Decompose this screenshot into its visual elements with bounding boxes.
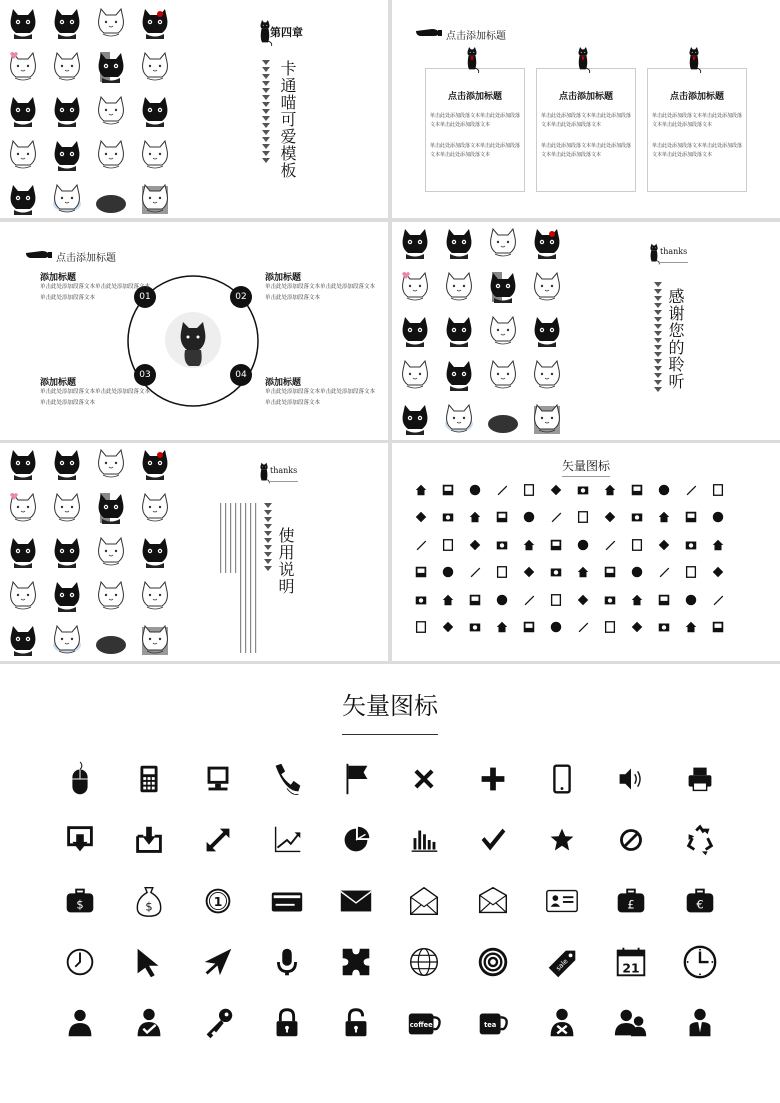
card-title: 点击添加标题 [558, 92, 613, 102]
content-card [647, 68, 747, 192]
divider [342, 734, 438, 735]
number-badge: 02 [230, 286, 252, 308]
thanks-label: thanks [270, 466, 298, 475]
mobile-icon [711, 620, 725, 634]
cat-sticker [6, 447, 40, 481]
slide-chapter-four[interactable] [0, 0, 388, 218]
file-icon [576, 538, 590, 552]
cat-sticker [6, 94, 40, 128]
droplet-icon [414, 510, 428, 524]
cat-sticker [398, 402, 432, 436]
users-icon [612, 1004, 650, 1042]
globe-icon [405, 943, 443, 981]
open-mail-icon [405, 882, 443, 920]
close-icon [405, 760, 443, 798]
file-music-icon [657, 538, 671, 552]
cat-sticker [530, 358, 564, 392]
bell-icon [522, 620, 536, 634]
newspaper-icon [522, 483, 536, 497]
pound-symbol: £ [627, 897, 635, 912]
point-title: 添加标题 [265, 378, 302, 388]
point-text: 单击此处添加段落文本单击此处添加段落文本单击此处添加段落文本 [40, 284, 151, 301]
number-badge: 04 [230, 364, 252, 386]
printer-icon [681, 760, 719, 798]
cat-sticker [486, 402, 520, 436]
content-card [536, 68, 636, 192]
cat-sticker [6, 491, 40, 525]
chevron-divider [262, 60, 270, 165]
cat-sticker [530, 270, 564, 304]
cat-sticker [94, 50, 128, 84]
pointing-hand-icon [416, 27, 442, 38]
euro-symbol: € [695, 897, 704, 912]
cat-sticker [442, 226, 476, 260]
cat-sticker-grid [398, 226, 566, 438]
video-icon [549, 510, 563, 524]
cat-sticker [94, 182, 128, 216]
home-icon [414, 483, 428, 497]
cat-sticker [530, 226, 564, 260]
calendar-day: 21 [622, 961, 640, 976]
cat-sticker [94, 491, 128, 525]
camera-icon [468, 510, 482, 524]
cat-sticker [138, 6, 172, 40]
diamond-icon [441, 538, 455, 552]
history-icon [441, 620, 455, 634]
barcode-icon [711, 565, 725, 579]
chevron-divider [654, 282, 662, 394]
file-play-icon [711, 538, 725, 552]
pound-bag-icon [612, 882, 650, 920]
cat-silhouette-icon [573, 40, 593, 80]
cat-sticker [94, 535, 128, 569]
stopwatch-icon [549, 620, 563, 634]
tag-icon [657, 565, 671, 579]
coin-pound-icon [576, 593, 590, 607]
headphones-icon [495, 510, 509, 524]
quill-icon [576, 483, 590, 497]
computer-icon [199, 760, 237, 798]
cat-sticker [50, 6, 84, 40]
folder-download-icon [603, 565, 617, 579]
dollar-symbol: $ [145, 899, 153, 914]
chart-icon [711, 510, 725, 524]
cat-sticker [94, 138, 128, 172]
phone-icon [268, 760, 306, 798]
coin-yen-icon [522, 593, 536, 607]
pie-chart-icon [337, 821, 375, 859]
cat-sticker [486, 358, 520, 392]
cat-sticker [442, 358, 476, 392]
credit-card-icon [603, 593, 617, 607]
user-remove-icon [543, 1004, 581, 1042]
coin-number: 1 [213, 894, 223, 909]
calendar-icon [612, 943, 650, 981]
user-icon [61, 1004, 99, 1042]
cat-sticker [138, 447, 172, 481]
compass-icon [711, 593, 725, 607]
cat-sticker [486, 270, 520, 304]
slide-header: 点击添加标题 [56, 253, 116, 264]
sale-tag-icon [543, 943, 581, 981]
point-text: 单击此处添加段落文本单击此处添加段落文本单击此处添加段落文本 [40, 389, 151, 406]
lock-icon [268, 1004, 306, 1042]
slide-vector-icons-small[interactable] [392, 443, 780, 661]
tea-text: tea [484, 1020, 497, 1029]
laptop-icon [684, 620, 698, 634]
cat-sticker [50, 447, 84, 481]
flag-icon [337, 760, 375, 798]
calculator-icon [130, 760, 168, 798]
number-badge: 03 [134, 364, 156, 386]
folder-open-icon [522, 565, 536, 579]
point-text: 单击此处添加段落文本单击此处添加段落文本单击此处添加段落文本 [265, 389, 376, 406]
number-badge: 01 [134, 286, 156, 308]
icon-grid [46, 760, 734, 1065]
bar-chart-icon [405, 821, 443, 859]
cat-sticker [94, 6, 128, 40]
folder-icon [495, 565, 509, 579]
cart-icon [468, 593, 482, 607]
content-card [425, 68, 525, 192]
cat-sticker [6, 138, 40, 172]
music-icon [522, 510, 536, 524]
point-title: 添加标题 [265, 273, 302, 283]
resize-icon [199, 821, 237, 859]
cat-sticker [94, 447, 128, 481]
cat-silhouette-icon [462, 40, 482, 80]
pacman-icon [684, 510, 698, 524]
building-icon [495, 483, 509, 497]
file-video-icon [684, 538, 698, 552]
pen-icon [657, 483, 671, 497]
mail-icon [337, 882, 375, 920]
cat-sticker [138, 535, 172, 569]
clock-large-icon [681, 943, 719, 981]
cat-sticker [138, 182, 172, 216]
cat-sticker [138, 138, 172, 172]
thanks-label: thanks [660, 247, 688, 256]
qrcode-icon [414, 593, 428, 607]
money-bag-icon [61, 882, 99, 920]
card-text: 单击此处添加段落文本单击此处添加段落文本单击此处添加段落文本 [430, 143, 521, 158]
mail-outline-icon [474, 882, 512, 920]
copy-icon [414, 565, 428, 579]
cat-sticker [6, 623, 40, 657]
chapter-label: 第四章 [270, 26, 303, 39]
mouse-icon [61, 760, 99, 798]
printer-icon [603, 620, 617, 634]
book-icon [414, 538, 428, 552]
stack-icon [468, 565, 482, 579]
credit-card-icon [268, 882, 306, 920]
divider [562, 476, 610, 477]
icon-grid [414, 483, 738, 647]
paint-roller-icon [711, 483, 725, 497]
euro-bag-icon [681, 882, 719, 920]
download-box-icon [61, 821, 99, 859]
divider [658, 262, 688, 263]
cat-sticker [6, 535, 40, 569]
card-text: 单击此处添加段落文本单击此处添加段落文本单击此处添加段落文本 [652, 143, 743, 158]
card-text: 单击此处添加段落文本单击此处添加段落文本单击此处添加段落文本 [541, 143, 632, 158]
cat-sticker [50, 623, 84, 657]
cat-sticker [94, 579, 128, 613]
cat-sticker [6, 182, 40, 216]
cat-sticker [6, 579, 40, 613]
coin-icon [199, 882, 237, 920]
document-icon [549, 538, 563, 552]
cat-sticker [530, 314, 564, 348]
cat-sticker [486, 314, 520, 348]
slide-title: 感谢您的聆听 [666, 288, 685, 390]
recycle-icon [681, 821, 719, 859]
instruction-text-block [218, 503, 260, 653]
library-icon [495, 538, 509, 552]
image-icon [441, 510, 455, 524]
cat-sticker-grid [6, 447, 174, 659]
chevron-divider [264, 503, 272, 573]
slide-vector-icons-large[interactable] [0, 664, 780, 1103]
plus-icon [474, 760, 512, 798]
folder-plus-icon [549, 565, 563, 579]
home-icon [441, 483, 455, 497]
puzzle-icon [337, 943, 375, 981]
cat-sticker [486, 226, 520, 260]
speaker-icon [612, 760, 650, 798]
cat-sticker [50, 94, 84, 128]
camcorder-icon [630, 510, 644, 524]
card-text: 单击此处添加段落文本单击此处添加段落文本单击此处添加段落文本 [430, 113, 521, 128]
cat-sticker [398, 226, 432, 260]
file-text-icon [603, 538, 617, 552]
rss-icon [630, 483, 644, 497]
card-title: 点击添加标题 [447, 92, 502, 102]
slide-four-points[interactable] [0, 222, 388, 440]
slide-header: 点击添加标题 [446, 31, 506, 42]
cat-illustration [163, 310, 223, 370]
cat-sticker [442, 402, 476, 436]
spade-icon [657, 510, 671, 524]
cat-sticker [50, 491, 84, 525]
folder-minus-icon [576, 565, 590, 579]
cursor-icon [130, 943, 168, 981]
dollar-symbol: $ [76, 897, 85, 912]
key-icon [199, 1004, 237, 1042]
card-title: 点击添加标题 [669, 92, 724, 102]
cat-sticker [6, 6, 40, 40]
tags-icon [684, 565, 698, 579]
cat-sticker [398, 270, 432, 304]
cat-sticker [530, 402, 564, 436]
cat-sticker [94, 623, 128, 657]
phone-icon [657, 593, 671, 607]
coffee-text: coffee [410, 1020, 433, 1029]
eyedropper-icon [684, 483, 698, 497]
slide-title: 矢量图标 [342, 692, 438, 720]
pencil-icon [549, 483, 563, 497]
slide-thanks[interactable] [392, 222, 780, 440]
display-icon [657, 620, 671, 634]
id-card-icon [543, 882, 581, 920]
document-icon [522, 538, 536, 552]
cat-sticker [50, 182, 84, 216]
coin-euro-icon [549, 593, 563, 607]
tea-cup-icon [474, 1004, 512, 1042]
cat-sticker [94, 94, 128, 128]
coffee-cup-icon [405, 1004, 443, 1042]
point-text: 单击此处添加段落文本单击此处添加段落文本单击此处添加段落文本 [265, 284, 376, 301]
pointing-hand-icon [26, 249, 52, 260]
feather-icon [603, 483, 617, 497]
calendar-icon [576, 620, 590, 634]
star-icon [543, 821, 581, 859]
cat-sticker [6, 50, 40, 84]
slide-instructions[interactable] [0, 443, 388, 661]
cat-sticker [50, 535, 84, 569]
slide-title: 使用说明 [276, 527, 295, 595]
slide-three-cards[interactable] [392, 0, 780, 218]
download-tray-icon [130, 821, 168, 859]
location-icon [684, 593, 698, 607]
home-icon [468, 483, 482, 497]
cat-sticker-grid [6, 6, 174, 218]
unlock-icon [337, 1004, 375, 1042]
arrow-icon [199, 943, 237, 981]
coin-dollar-icon [495, 593, 509, 607]
slide-title: 矢量图标 [561, 459, 610, 473]
card-text: 单击此处添加段落文本单击此处添加段落文本单击此处添加段落文本 [652, 113, 743, 128]
cat-sticker [398, 358, 432, 392]
cat-sticker [138, 623, 172, 657]
point-title: 添加标题 [40, 378, 77, 388]
dollar-sack-icon [130, 882, 168, 920]
cat-sticker [138, 579, 172, 613]
cat-sticker [50, 138, 84, 172]
lifebuoy-icon [630, 593, 644, 607]
alarm-icon [495, 620, 509, 634]
sale-text: sale [554, 957, 570, 973]
trend-chart-icon [268, 821, 306, 859]
dice-icon [603, 510, 617, 524]
cat-sticker [50, 50, 84, 84]
cat-sticker [138, 94, 172, 128]
slide-title: 卡通喵可爱模板 [278, 60, 297, 179]
cat-sticker [138, 491, 172, 525]
cat-sticker [50, 579, 84, 613]
ticket-icon [441, 593, 455, 607]
microphone-icon [268, 943, 306, 981]
check-icon [474, 821, 512, 859]
tablet-icon [543, 760, 581, 798]
user-check-icon [130, 1004, 168, 1042]
card-text: 单击此处添加段落文本单击此处添加段落文本单击此处添加段落文本 [541, 113, 632, 128]
clock-icon [61, 943, 99, 981]
point-title: 添加标题 [40, 273, 77, 283]
paste-icon [441, 565, 455, 579]
cat-sticker [442, 314, 476, 348]
file-image-icon [630, 538, 644, 552]
film-icon [576, 510, 590, 524]
divider [268, 481, 298, 482]
cat-sticker [138, 50, 172, 84]
clock-icon [468, 620, 482, 634]
folder-upload-icon [630, 565, 644, 579]
cat-sticker [442, 270, 476, 304]
forbidden-icon [612, 821, 650, 859]
cat-sticker [398, 314, 432, 348]
user-suit-icon [681, 1004, 719, 1042]
target-icon [474, 943, 512, 981]
cat-silhouette-icon [684, 40, 704, 80]
map-icon [414, 620, 428, 634]
wifi-icon [468, 538, 482, 552]
keyboard-icon [630, 620, 644, 634]
